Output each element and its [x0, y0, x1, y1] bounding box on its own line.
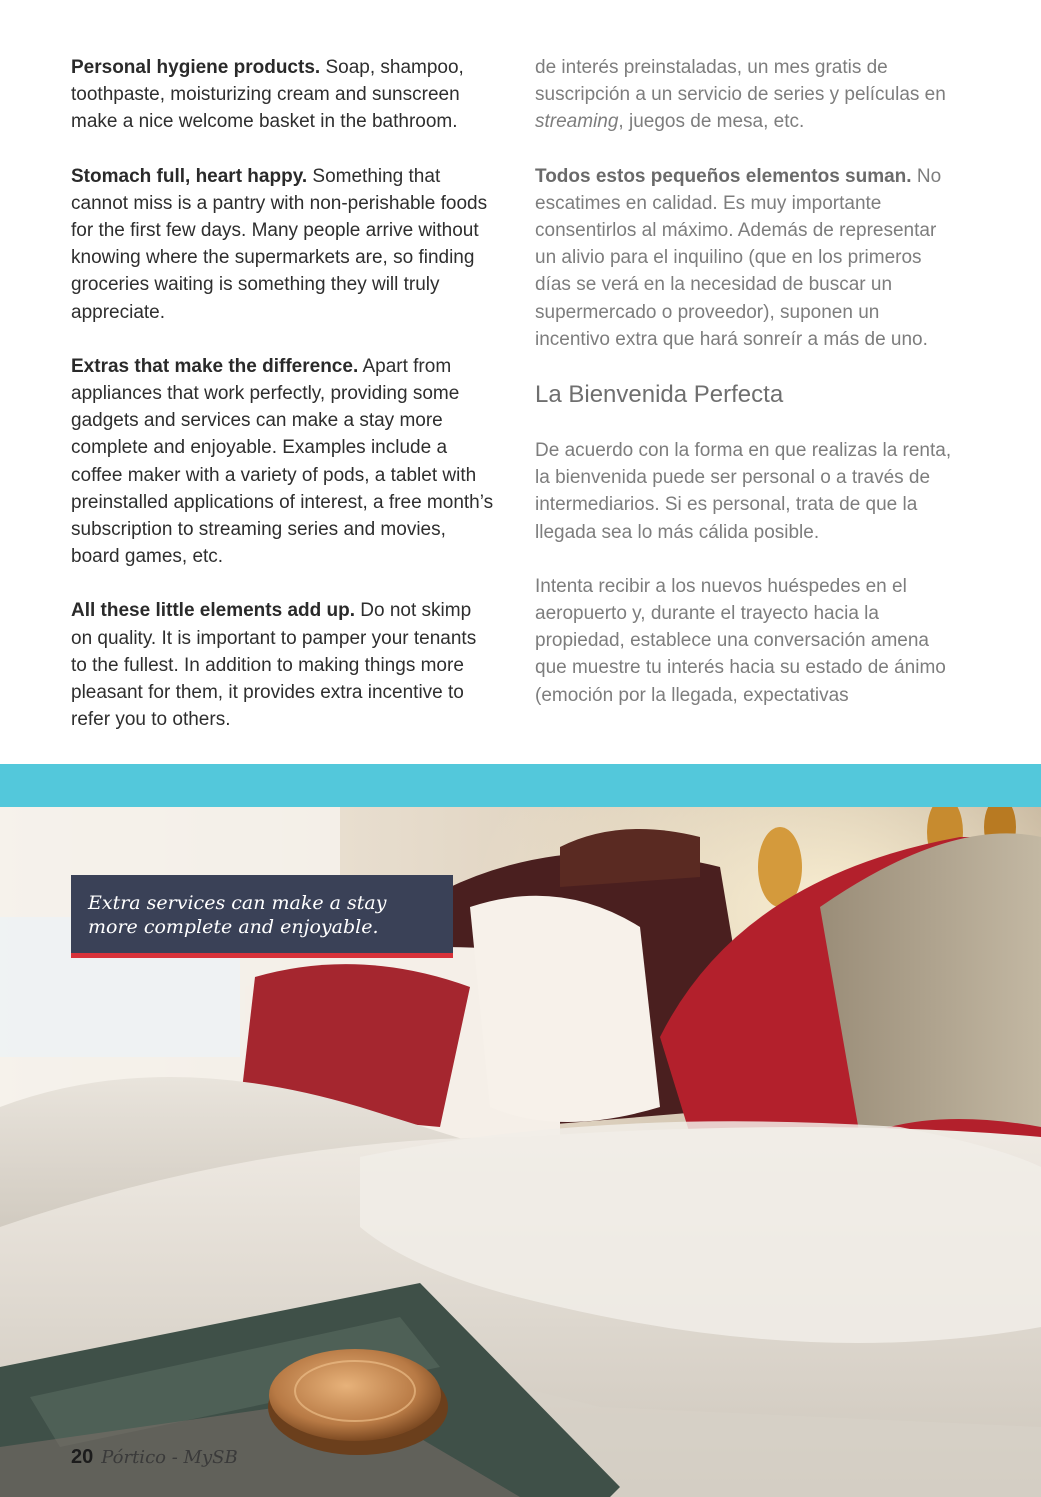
paragraph-lead: All these little elements add up.	[71, 600, 356, 622]
photo-caption	[71, 875, 453, 958]
publication-name: Pórtico - MySB	[101, 1447, 238, 1468]
article-paragraph	[71, 54, 496, 136]
paragraph-text: Soap, shampoo, toothpaste, moisturizing cream and sunscreen make a nice welcome basket in the bathroom.	[71, 57, 464, 133]
article-paragraph	[71, 163, 496, 326]
page-number: 20	[71, 1446, 94, 1468]
caption-text: Extra services can make a stay more complete and enjoyable.	[88, 892, 387, 938]
article-paragraph	[71, 353, 496, 571]
paragraph-text: Apart from appliances that work perfectly, providing some gadgets and services can make a stay more complete and enjoyable. Examples include a coffee maker with a variety of pods, a tablet with preinstalled applications of interest, a free month’s subscription to streaming series and movies, board games, etc.	[71, 355, 494, 568]
emphasis-word: streaming	[535, 111, 619, 133]
article-paragraph: Intenta recibir a los nuevos huéspedes en el aeropuerto y, durante el trayecto hacia la propiedad, establece una conversación amena que muestre tu interés hacia su estado de ánimo (emoción por la llegada, expectativas	[535, 575, 946, 706]
summary-paragraph	[535, 163, 955, 353]
paragraph-text: Something that cannot miss is a pantry with non-perishable foods for the first few days. Many people arrive without knowing where the supermarkets are, so finding groceries waiting is something they will truly appreciate.	[71, 165, 488, 323]
paragraph-lead: Stomach full, heart happy.	[71, 165, 308, 187]
paragraph-text: , juegos de mesa, etc.	[618, 111, 805, 133]
section-heading: La Bienvenida Perfecta	[535, 381, 784, 409]
article-paragraph: De acuerdo con la forma en que realizas la renta, la bienvenida puede ser personal o a través de intermediarios. Si es personal, trata de que la llegada sea lo más cálida posible.	[535, 440, 952, 543]
accent-band	[0, 764, 1041, 807]
paragraph-text: Do not skimp on quality. It is important to pamper your tenants to the fullest. In addition to making things more pleasant for them, it provides extra incentive to refer you to others.	[71, 600, 477, 731]
page-footer	[71, 1446, 238, 1474]
paragraph-lead: Extras that make the difference.	[71, 355, 359, 377]
continued-paragraph	[535, 54, 955, 136]
paragraph-text: de interés preinstaladas, un mes gratis de suscripción a un servicio de series y películas en	[535, 57, 946, 106]
article-paragraph	[71, 597, 496, 733]
right-column	[535, 54, 955, 736]
left-column	[71, 54, 496, 760]
paragraph-text: No escatimes en calidad. Es muy importante consentirlos al máximo. Además de representar un alivio para el inquilino (que en los primeros días se verá en la necesidad de buscar un supermercado o proveedor), suponen un incentivo extra que hará sonreír a más de uno.	[535, 165, 942, 350]
paragraph-lead: Personal hygiene products.	[71, 57, 321, 78]
paragraph-lead: Todos estos pequeños elementos suman.	[535, 165, 912, 187]
